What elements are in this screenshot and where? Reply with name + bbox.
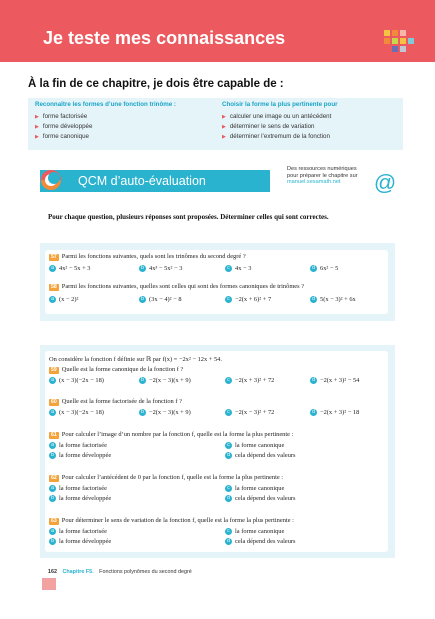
decorative-squares-icon — [384, 30, 418, 56]
question-62: 62 Pour calculer l’antécédent de 0 par la fonction f, quelle est la forme la plus pertinente : — [51, 474, 284, 481]
answer-option[interactable]: d 5(x − 3)² + 6x — [310, 296, 356, 303]
answer-option[interactable]: a (x − 3)(−2x − 18) — [49, 409, 104, 416]
chapter-title: Fonctions polynômes du second degré — [99, 569, 192, 575]
answer-option[interactable]: d −2(x + 3)² − 54 — [310, 377, 359, 384]
question-59: 59 Quelle est la forme canonique de la fonction f ? — [51, 366, 184, 373]
page-number: 162 — [48, 569, 57, 575]
question-57: 57 Parmi les fonctions suivantes, quels sont les trinômes du second degré ? — [51, 253, 246, 260]
question-panel-2 — [40, 345, 395, 558]
answer-option[interactable]: d cela dépend des valeurs — [225, 538, 296, 545]
question-panel-1 — [40, 243, 395, 321]
answer-option[interactable]: b 4x³ − 5x² − 3 — [139, 265, 182, 272]
answer-option[interactable]: a la forme factorisée — [49, 528, 107, 535]
answer-option[interactable]: c −2(x + 6)² + 7 — [225, 296, 271, 303]
qcm-logo-icon — [38, 166, 68, 194]
objectives-left-column — [35, 101, 176, 142]
resources-note: Des ressources numériques pour préparer le chapitre sur manuel.sesamath.net — [287, 166, 377, 186]
answer-option[interactable]: d cela dépend des valeurs — [225, 495, 296, 502]
objective-item: ▶ forme canonique — [35, 133, 89, 140]
answer-option[interactable]: a la forme factorisée — [49, 485, 107, 492]
chapter-label: Chapitre F5. — [62, 569, 94, 575]
banner-title: Je teste mes connaissances — [43, 28, 286, 48]
answer-option[interactable]: b (3x − 4)² − 8 — [139, 296, 182, 303]
answer-option[interactable]: a (x − 3)(−2x − 18) — [49, 377, 104, 384]
question-60: 60 Quelle est la forme factorisée de la fonction f ? — [51, 398, 182, 405]
objective-item: ▶ forme factorisée — [35, 113, 88, 120]
qcm-instructions: Pour chaque question, plusieurs réponses sont proposées. Déterminer celles qui sont correctes. — [48, 213, 329, 221]
objectives-right-column — [222, 101, 338, 142]
question-61: 61 Pour calculer l’image d’un nombre par la fonction f, quelle est la forme la plus pertinente : — [51, 431, 294, 438]
qcm-title: QCM d’auto-évaluation — [78, 174, 206, 188]
triangle-bullet-icon: ▶ — [222, 134, 226, 140]
answer-option[interactable]: d 6x² − 5 — [310, 265, 338, 272]
at-sign-icon: @ — [373, 170, 397, 195]
question-card — [45, 351, 388, 552]
objectives-left-head: Reconnaître les formes d’une fonction trinôme : — [35, 101, 176, 108]
question-63: 63 Pour déterminer le sens de variation de la fonction f, quelle est la forme la plus pertinente : — [51, 517, 294, 524]
answer-option[interactable]: a la forme factorisée — [49, 442, 107, 449]
page-footer — [48, 569, 192, 575]
answer-option[interactable]: a 4x² − 5x + 3 — [49, 265, 91, 272]
triangle-bullet-icon: ▶ — [35, 124, 39, 130]
answer-option[interactable]: c −2(x − 3)² + 72 — [225, 409, 274, 416]
question-58: 58 Parmi les fonctions suivantes, quelles sont celles qui sont des formes canoniques de trinômes ? — [51, 283, 305, 290]
answer-option[interactable]: b −2(x − 3)(x + 9) — [139, 409, 191, 416]
objective-item: ▶ forme développée — [35, 123, 93, 130]
answer-option[interactable]: c la forme canonique — [225, 442, 284, 449]
objective-item: ▶ déterminer l’extremum de la fonction — [222, 133, 330, 140]
objectives-box — [28, 98, 403, 150]
answer-option[interactable]: c 4x − 3 — [225, 265, 251, 272]
objective-item: ▶ calculer une image ou un antécédent — [222, 113, 332, 120]
answer-option[interactable]: b −2(x − 3)(x + 9) — [139, 377, 191, 384]
answer-option[interactable]: c la forme canonique — [225, 485, 284, 492]
resources-link[interactable]: manuel.sesamath.net — [287, 179, 341, 186]
answer-option[interactable]: a (x − 2)² — [49, 296, 78, 303]
objective-item: ▶ déterminer le sens de variation — [222, 123, 315, 130]
objectives-right-head: Choisir la forme la plus pertinente pour — [222, 101, 338, 108]
triangle-bullet-icon: ▶ — [222, 124, 226, 130]
answer-option[interactable]: b la forme développée — [49, 452, 111, 459]
answer-option[interactable]: b la forme développée — [49, 538, 111, 545]
answer-option[interactable]: c −2(x + 3)² + 72 — [225, 377, 274, 384]
answer-option[interactable]: b la forme développée — [49, 495, 111, 502]
triangle-bullet-icon: ▶ — [35, 134, 39, 140]
function-context: On considère la fonction f définie sur ℝ par f(x) = −2x² − 12x + 54. — [49, 356, 222, 363]
footer-color-tab — [42, 578, 56, 590]
answer-option[interactable]: d cela dépend des valeurs — [225, 452, 296, 459]
answer-option[interactable]: d −2(x + 3)² − 18 — [310, 409, 359, 416]
question-card — [45, 250, 388, 314]
triangle-bullet-icon: ▶ — [35, 114, 39, 120]
answer-option[interactable]: c la forme canonique — [225, 528, 284, 535]
triangle-bullet-icon: ▶ — [222, 114, 226, 120]
objectives-title: À la fin de ce chapitre, je dois être capable de : — [28, 78, 284, 90]
